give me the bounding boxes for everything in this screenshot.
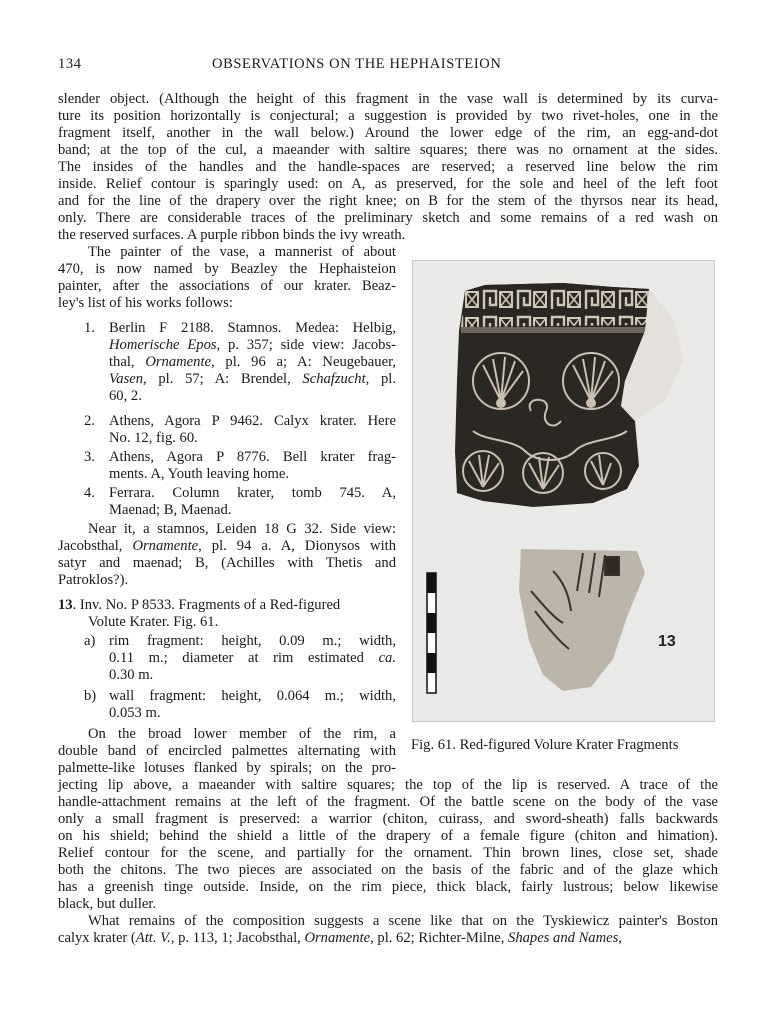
list-item-text: thal, Ornamente, pl. 96 a; A: Neugebauer,	[109, 354, 396, 370]
list-number: 4.	[84, 485, 95, 501]
text-line: and for the line of the drapery over the right knee; on B for the stem of the thyrsos near its head,	[58, 193, 718, 209]
wall-fragment	[519, 549, 645, 691]
text-line: 470, is now named by Beazley the Hephaisteion	[58, 261, 396, 277]
entry-heading: 13. Inv. No. P 8533. Fragments of a Red-figured	[58, 597, 341, 613]
italic-title: Ornamente	[304, 930, 371, 946]
text-line: band; at the top of the cul, a maeander with saltire squares; there was no ornament at the sides.	[58, 142, 718, 158]
text-line: black, but duller.	[58, 896, 157, 912]
text-line: ley's list of his works follows:	[58, 295, 233, 311]
item-text: 0.053 m.	[109, 705, 161, 721]
list-item-text: 60, 2.	[109, 388, 142, 404]
italic-title: Homerische Epos	[109, 337, 217, 353]
italic-title: Ornamente	[145, 354, 211, 370]
text-line: What remains of the composition suggests a scene like that on the Tyskiewicz painter's Boston	[88, 913, 718, 929]
item-text: 0.30 m.	[109, 667, 154, 683]
text-line: both the chitons. The two pieces are associated on the basis of the fabric and of the glaze which	[58, 862, 718, 878]
figure-caption: Fig. 61. Red-figured Volure Krater Fragments	[411, 737, 679, 753]
italic-title: Att. V.	[135, 930, 171, 946]
text-line: slender object. (Although the height of this fragment in the vase wall is determined by its curva-	[58, 91, 718, 107]
list-item-text: Vasen, pl. 57; A: Brendel, Schafzucht, pl.	[109, 371, 396, 387]
item-label: a)	[84, 633, 96, 649]
text-line: on his shield; behind the shield a little of the drapery of a female figure (chiton and himation).	[58, 828, 718, 844]
text-line: only a small fragment is preserved: a warrior (chiton, cuirass, and sword-sheath) falls backwards	[58, 811, 718, 827]
italic-title: Vasen	[109, 371, 144, 387]
text-line: On the broad lower member of the rim, a	[88, 726, 396, 742]
page-number: 134	[58, 56, 82, 72]
figure-61-photo	[412, 260, 715, 722]
text-line: the reserved surfaces. A purple ribbon binds the ivy wreath.	[58, 227, 406, 243]
list-item-text: ments. A, Youth leaving home.	[109, 466, 289, 482]
text-line: The insides of the handles and the handle-spaces are reserved; a reserved line below the rim	[58, 159, 718, 175]
italic-title: Shapes and Names,	[508, 930, 622, 946]
egg-dot-band	[461, 327, 647, 333]
text-line: handle-attachment remains at the left of the fragment. Of the battle scene on the body of the vase	[58, 794, 718, 810]
italic-title: Schafzucht	[302, 371, 366, 387]
text-line: Patroklos?).	[58, 572, 129, 588]
meander-band	[461, 283, 649, 327]
item-label: b)	[84, 688, 97, 704]
text-line: The painter of the vase, a mannerist of about	[88, 244, 396, 260]
text-line: Relief contour for the scene, and partially for the ornament. Thin brown lines, close set, shade	[58, 845, 718, 861]
item-text: rim fragment: height, 0.09 m.; width,	[109, 633, 396, 649]
text-line: calyx krater (Att. V., p. 113, 1; Jacobsthal, Ornamente, pl. 62; Richter-Milne, Shapes and Names,	[58, 930, 622, 946]
list-item-text: No. 12, fig. 60.	[109, 430, 198, 446]
scale-bar	[427, 573, 436, 693]
list-number: 2.	[84, 413, 95, 429]
entry-number: 13	[58, 597, 73, 613]
text-line: Near it, a stamnos, Leiden 18 G 32. Side view:	[88, 521, 396, 537]
text-line: painter, after the associations of our krater. Beaz-	[58, 278, 396, 294]
list-number: 3.	[84, 449, 95, 465]
list-item-text: Homerische Epos, p. 357; side view: Jacobs-	[109, 337, 396, 353]
text-line: satyr and maenad; B, (Achilles with Thetis and	[58, 555, 396, 571]
text-line: palmette-like lotuses flanked by spirals; on the pro-	[58, 760, 396, 776]
figure-label: 13	[658, 633, 676, 650]
text-line: inside. Relief contour is sparingly used: on A, as preserved, for the sole and heel of the left foot	[58, 176, 718, 192]
running-title: OBSERVATIONS ON THE HEPHAISTEION	[212, 56, 502, 72]
list-item-text: Athens, Agora P 8776. Bell krater frag-	[109, 449, 396, 465]
item-text: wall fragment: height, 0.064 m.; width,	[109, 688, 396, 704]
text-line: fragment itself, another in the wall below.) Around the lower edge of the rim, an egg-and-dot	[58, 125, 718, 141]
text-line: jecting lip above, a maeander with saltire squares; the top of the lip is reserved. A trace of the	[58, 777, 718, 793]
text-line: Jacobsthal, Ornamente, pl. 94 a. A, Dionysos with	[58, 538, 396, 554]
list-item-text: Berlin F 2188. Stamnos. Medea: Helbig,	[109, 320, 396, 336]
text-line: ture its position horizontally is conjectural; a suggestion is provided by two rivet-holes, one in the	[58, 108, 718, 124]
text-line: only. There are considerable traces of the preliminary sketch and some remains of a red wash on	[58, 210, 718, 226]
list-item-text: Maenad; B, Maenad.	[109, 502, 232, 518]
list-item-text: Athens, Agora P 9462. Calyx krater. Here	[109, 413, 396, 429]
list-item-text: Ferrara. Column krater, tomb 745. A,	[109, 485, 396, 501]
text-line: has a greenish tinge outside. Inside, on the rim piece, thick black, fairly lustrous; below likewise	[58, 879, 718, 895]
list-number: 1.	[84, 320, 95, 336]
italic-word: ca.	[378, 650, 396, 666]
entry-heading-cont: Volute Krater. Fig. 61.	[88, 614, 219, 630]
text-line: double band of encircled palmettes alternating with	[58, 743, 396, 759]
italic-title: Ornamente	[132, 538, 199, 554]
krater-fragments-photo	[413, 261, 714, 721]
item-text: 0.11 m.; diameter at rim estimated ca.	[109, 650, 396, 666]
